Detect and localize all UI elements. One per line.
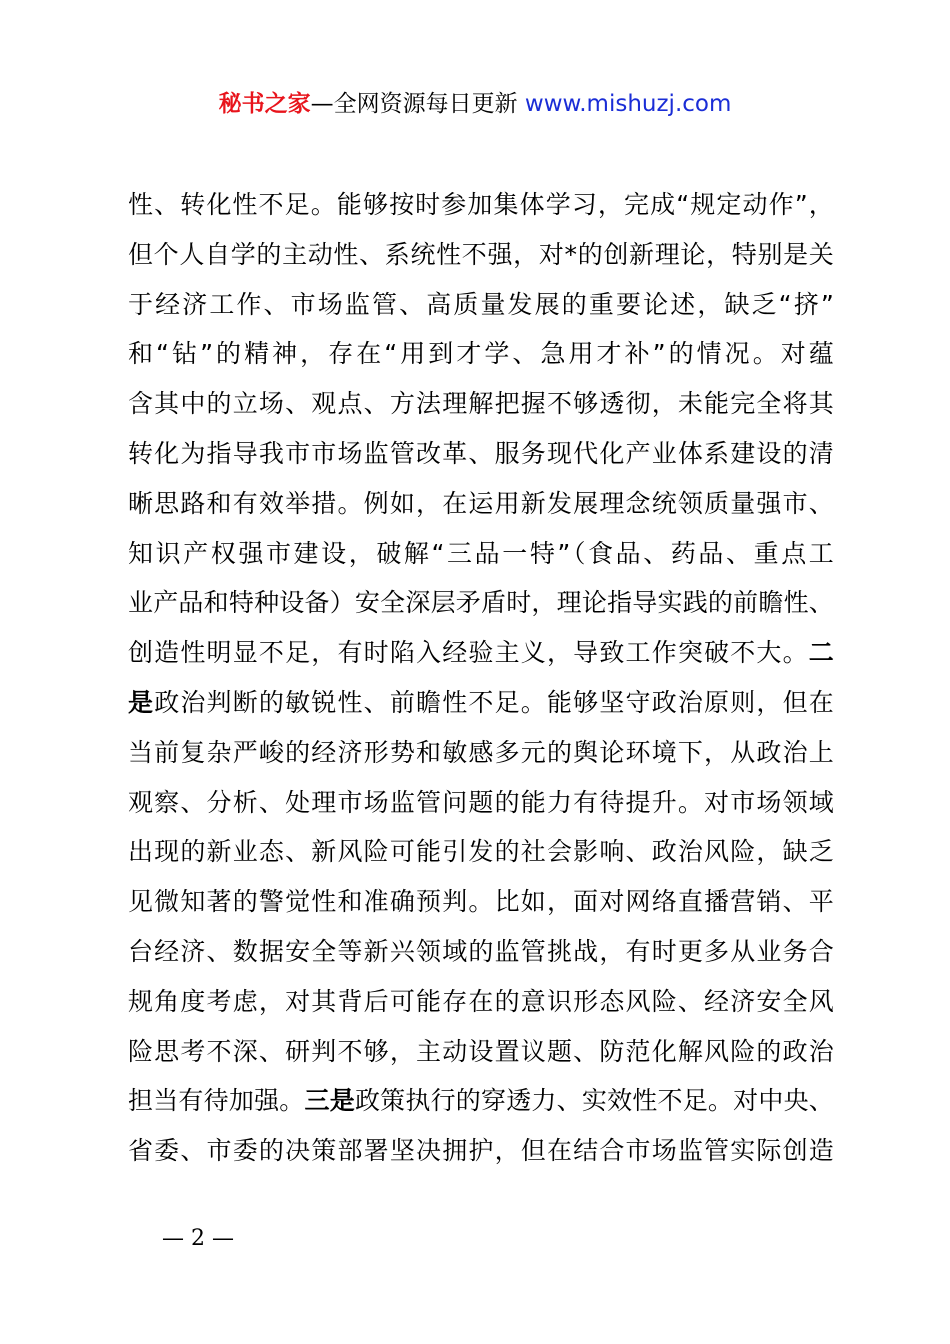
text-line <box>128 977 834 1027</box>
text-segment: 担当有待加强。 <box>128 1086 305 1116</box>
text-segment: 创造性明显不足，有时陷入经验主义，导致工作突破不大。 <box>128 638 809 668</box>
text-segment: 含其中的立场、观点、方法理解把握不够透彻，未能完全将其 <box>128 389 834 419</box>
text-segment: 性、转化性不足。能够按时参加集体学习，完成“规定动作”， <box>128 190 834 219</box>
text-line <box>128 728 834 778</box>
text-segment: 险思考不深、研判不够，主动设置议题、防范化解风险的政治 <box>128 1036 834 1066</box>
text-segment: 知识产权强市建设，破解“三品一特”（食品、药品、重点工 <box>128 538 834 568</box>
text-line <box>128 628 834 678</box>
text-segment: 业产品和特种设备）安全深层矛盾时，理论指导实践的前瞻性、 <box>128 588 834 618</box>
text-line <box>128 329 834 379</box>
text-line <box>128 927 834 977</box>
text-line <box>128 678 834 728</box>
text-segment: 和“钻”的精神，存在“用到才学、急用才补”的情况。对蕴 <box>128 339 834 369</box>
text-line <box>128 1076 834 1126</box>
header-tagline: —全网资源每日更新 <box>310 91 525 117</box>
text-line <box>128 827 834 877</box>
text-line <box>128 529 834 579</box>
brand-name: 秘书之家 <box>218 91 311 117</box>
text-line <box>128 479 834 529</box>
text-segment: 于经济工作、市场监管、高质量发展的重要论述，缺乏“挤” <box>128 289 834 319</box>
text-segment: 转化为指导我市市场监管改革、服务现代化产业体系建设的清 <box>128 438 834 468</box>
text-segment: 晰思路和有效举措。例如，在运用新发展理念统领质量强市、 <box>128 488 834 518</box>
text-segment: 规角度考虑，对其背后可能存在的意识形态风险、经济安全风 <box>128 986 834 1016</box>
page-number: — 2 — <box>162 1226 234 1251</box>
text-segment: 但个人自学的主动性、系统性不强，对*的创新理论，特别是关 <box>128 239 834 269</box>
text-line <box>128 280 834 330</box>
text-line <box>128 1027 834 1077</box>
text-segment: 当前复杂严峻的经济形势和敏感多元的舆论环境下，从政治上 <box>128 737 834 767</box>
text-segment: 政治判断的敏锐性、前瞻性不足。能够坚守政治原则，但在 <box>154 687 834 717</box>
text-segment: 见微知著的警觉性和准确预判。比如，面对网络直播营销、平 <box>128 887 834 917</box>
text-segment: 政策执行的穿透力、实效性不足。对中央、 <box>354 1086 834 1116</box>
text-line <box>128 578 834 628</box>
text-segment: 观察、分析、处理市场监管问题的能力有待提升。对市场领域 <box>128 787 834 817</box>
bold-enumerator: 二 <box>808 638 834 668</box>
text-line <box>128 778 834 828</box>
text-segment: 台经济、数据安全等新兴领域的监管挑战，有时更多从业务合 <box>128 936 834 966</box>
bold-enumerator: 三是 <box>304 1086 355 1116</box>
text-line <box>128 1126 834 1176</box>
bold-enumerator: 是 <box>128 687 155 717</box>
site-header <box>0 86 950 122</box>
site-url[interactable]: www.mishuzj.com <box>524 91 732 117</box>
text-line <box>128 230 834 280</box>
text-segment: 省委、市委的决策部署坚决拥护，但在结合市场监管实际创造 <box>128 1136 834 1166</box>
text-line <box>128 180 834 230</box>
text-segment: 出现的新业态、新风险可能引发的社会影响、政治风险，缺乏 <box>128 837 834 867</box>
document-body <box>128 180 834 1176</box>
text-line <box>128 429 834 479</box>
text-line <box>128 379 834 429</box>
text-line <box>128 877 834 927</box>
